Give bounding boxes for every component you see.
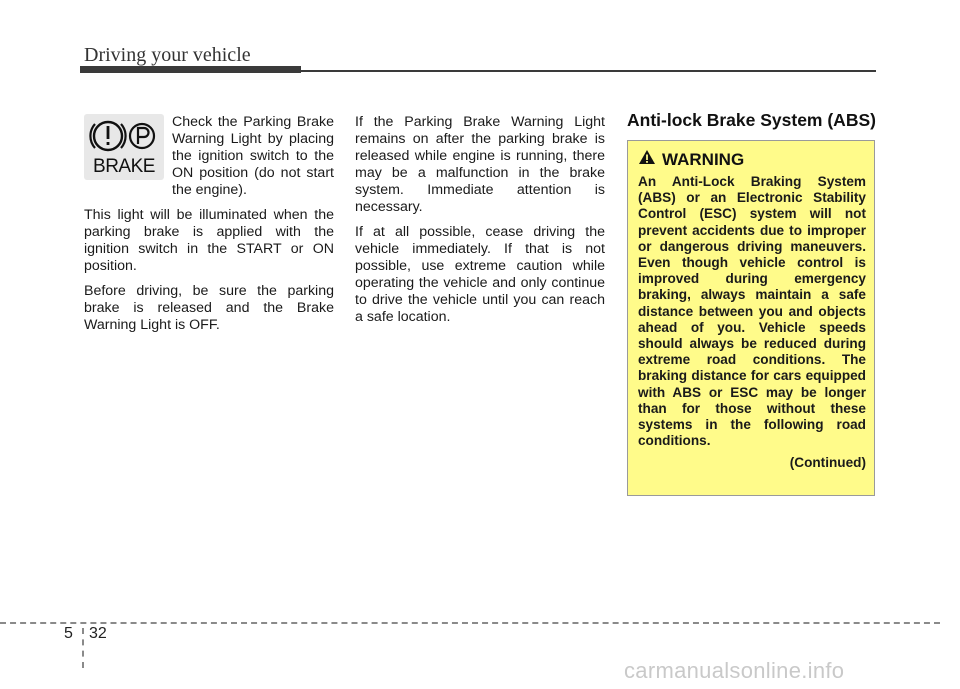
svg-text:BRAKE: BRAKE [93,156,155,177]
section-heading-abs: Anti-lock Brake System (ABS) [627,110,876,130]
paragraph: Before driving, be sure the parking brake is released and the Brake Warning Light is OFF. [84,283,334,333]
warning-body: An Anti-Lock Braking System (ABS) or an Electronic Stability Control (ESC) system will not prevent accidents due to improper or dangerous driving maneuvers. Even though vehicle control is improved during emergency braking, always maintain a safe distance between you and objects ahead of you. Vehicle speeds should always be reduced during extreme road conditions. The braking distance for cars equipped with ABS or ESC may be longer than for those without these systems in the following road conditions. [638,174,866,449]
warning-header [638,149,866,170]
footer-divider [0,622,940,624]
warning-triangle-icon [638,149,656,170]
paragraph: If at all possible, cease driving the vehicle immediately. If that is not possible, use extreme caution while operating the vehicle and only continue to drive the vehicle until you can reach a safe location. [355,224,605,325]
paragraph: This light will be illuminated when the parking brake is applied with the ignition switch in the START or ON position. [84,207,334,274]
column-brake-malfunction [355,114,605,334]
paragraph: Check the Parking Brake Warning Light by placing the ignition switch to the ON position (do not start the engine). [172,114,334,198]
page-number: 32 [89,625,107,642]
paragraph: If the Parking Brake Warning Light remains on after the parking brake is released while engine is running, there may be a malfunction in the brake system. Immediate attention is necessary. [355,114,605,215]
header-rule-line [80,70,876,72]
chapter-number: 5 [64,625,73,642]
warning-title: WARNING [662,149,745,169]
column-parking-brake-check [84,114,334,342]
warning-continued: (Continued) [789,455,866,471]
footer-vertical-divider [82,628,84,668]
watermark: carmanualsonline.info [624,658,845,683]
parking-brake-warning-icon [84,114,164,180]
warning-box [627,140,875,496]
page-header-title: Driving your vehicle [84,44,251,66]
